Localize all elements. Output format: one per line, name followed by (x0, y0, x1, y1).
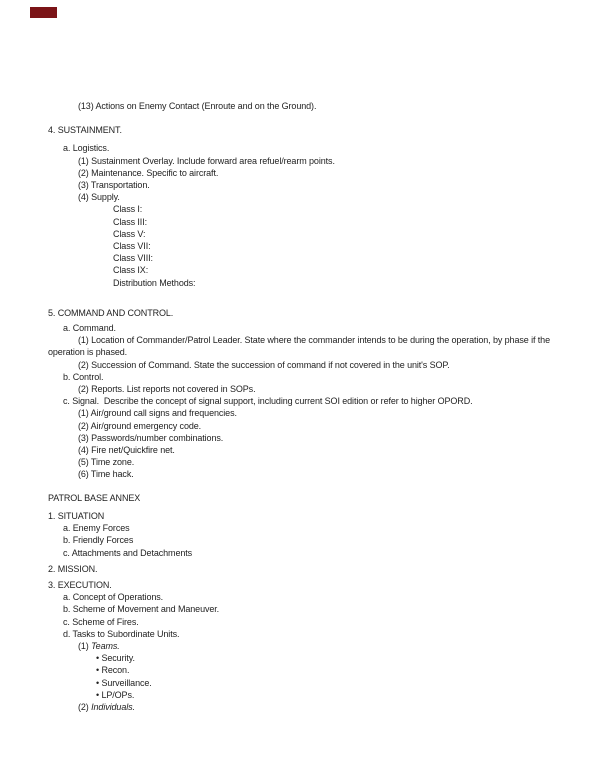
document-text: (2) Reports. List reports not covered in SOPs. (78, 384, 256, 395)
document-text: 4. SUSTAINMENT. (48, 125, 122, 136)
document-text: d. Tasks to Subordinate Units. (63, 628, 180, 639)
document-text: Distribution Methods: (113, 277, 196, 288)
document-text: (2) (78, 701, 92, 712)
document-line (48, 689, 592, 701)
document-line (48, 334, 592, 346)
document-text: b. Friendly Forces (63, 535, 134, 546)
document-text: Class V: (113, 228, 146, 239)
document-line (48, 420, 592, 432)
document-text: • LP/OPs. (96, 689, 135, 700)
document-text: 1. SITUATION (48, 510, 105, 521)
document-text: 2. MISSION. (48, 563, 98, 574)
document-text: (2) Succession of Command. State the succession of command if not covered in the unit's SOP. (78, 359, 450, 370)
document-text: (4) Fire net/Quickfire net. (78, 445, 175, 456)
document-text: (3) Passwords/number combinations. (78, 432, 224, 443)
document-text: Class VII: (113, 241, 151, 252)
document-line (48, 444, 592, 456)
document-line (48, 563, 592, 575)
document-text: (4) Supply. (78, 192, 120, 203)
document-line (48, 191, 592, 203)
document-text: (3) Transportation. (78, 180, 150, 191)
document-text: (2) Maintenance. Specific to aircraft. (78, 167, 219, 178)
document-line (48, 628, 592, 640)
document-text: (1) Location of Commander/Patrol Leader. State where the commander intends to be during the operation, by phase if the (78, 335, 550, 346)
document-line (48, 677, 592, 689)
document-line (48, 522, 592, 534)
document-line (48, 277, 592, 289)
document-text: • Recon. (96, 665, 130, 676)
document-text: 3. EXECUTION. (48, 579, 112, 590)
document-line (48, 203, 592, 215)
document-text: (6) Time hack. (78, 469, 134, 480)
document-text: Class VIII: (113, 253, 153, 264)
document-text: Class III: (113, 216, 148, 227)
document-line (48, 322, 592, 334)
document-line (48, 591, 592, 603)
document-line (48, 346, 592, 358)
document-text: Class IX: (113, 265, 149, 276)
document-text: Teams. (91, 640, 120, 651)
document-line (48, 547, 592, 559)
document-text: a. Enemy Forces (63, 523, 130, 534)
document-text: c. Signal. Describe the concept of signal support, including current SOI edition or refer to higher OPORD. (63, 396, 473, 407)
document-text: c. Attachments and Detachments (63, 547, 193, 558)
document-text: • Surveillance. (96, 677, 152, 688)
document-text: (13) Actions on Enemy Contact (Enroute and on the Ground). (78, 101, 317, 111)
document-line (48, 407, 592, 419)
document-line (48, 432, 592, 444)
document-text: (1) Air/ground call signs and frequencies. (78, 408, 237, 419)
document-text: Individuals. (91, 701, 135, 712)
document-line (48, 664, 592, 676)
document-line (48, 579, 592, 591)
document-line (48, 371, 592, 383)
document-line (48, 167, 592, 179)
document-text: a. Command. (63, 323, 116, 334)
document-line (48, 179, 592, 191)
document-line (48, 155, 592, 167)
document-text: PATROL BASE ANNEX (48, 492, 141, 503)
document-line (48, 359, 592, 371)
document-text: b. Scheme of Movement and Maneuver. (63, 604, 220, 615)
document-text: Class I: (113, 204, 143, 215)
document-line (48, 603, 592, 615)
document-line (48, 534, 592, 546)
document-line (48, 264, 592, 276)
document-line (48, 701, 592, 713)
document-text: • Security. (96, 653, 135, 664)
document-text: operation is phased. (48, 347, 128, 358)
document-line (48, 395, 592, 407)
document-line (48, 492, 592, 504)
document-line (48, 216, 592, 228)
document-text: (1) Sustainment Overlay. Include forward area refuel/rearm points. (78, 155, 335, 166)
document-text: a. Concept of Operations. (63, 592, 164, 603)
document-text: (5) Time zone. (78, 457, 135, 468)
document-text: (2) Air/ground emergency code. (78, 420, 202, 431)
document-line (48, 510, 592, 522)
document-line (48, 652, 592, 664)
document-line (48, 142, 592, 154)
document-line (48, 468, 592, 480)
document-text: 5. COMMAND AND CONTROL. (48, 307, 174, 318)
document-line (48, 616, 592, 628)
document-line (48, 124, 592, 136)
document-line (48, 640, 592, 652)
document-text: (1) (78, 640, 92, 651)
document-line (48, 228, 592, 240)
document-text: c. Scheme of Fires. (63, 616, 139, 627)
document-line (48, 456, 592, 468)
document-line (48, 252, 592, 264)
document-text: a. Logistics. (63, 143, 110, 154)
document-line (48, 307, 592, 319)
document-line (48, 100, 592, 112)
document-line (48, 240, 592, 252)
document-text: b. Control. (63, 371, 104, 382)
document-line (48, 383, 592, 395)
